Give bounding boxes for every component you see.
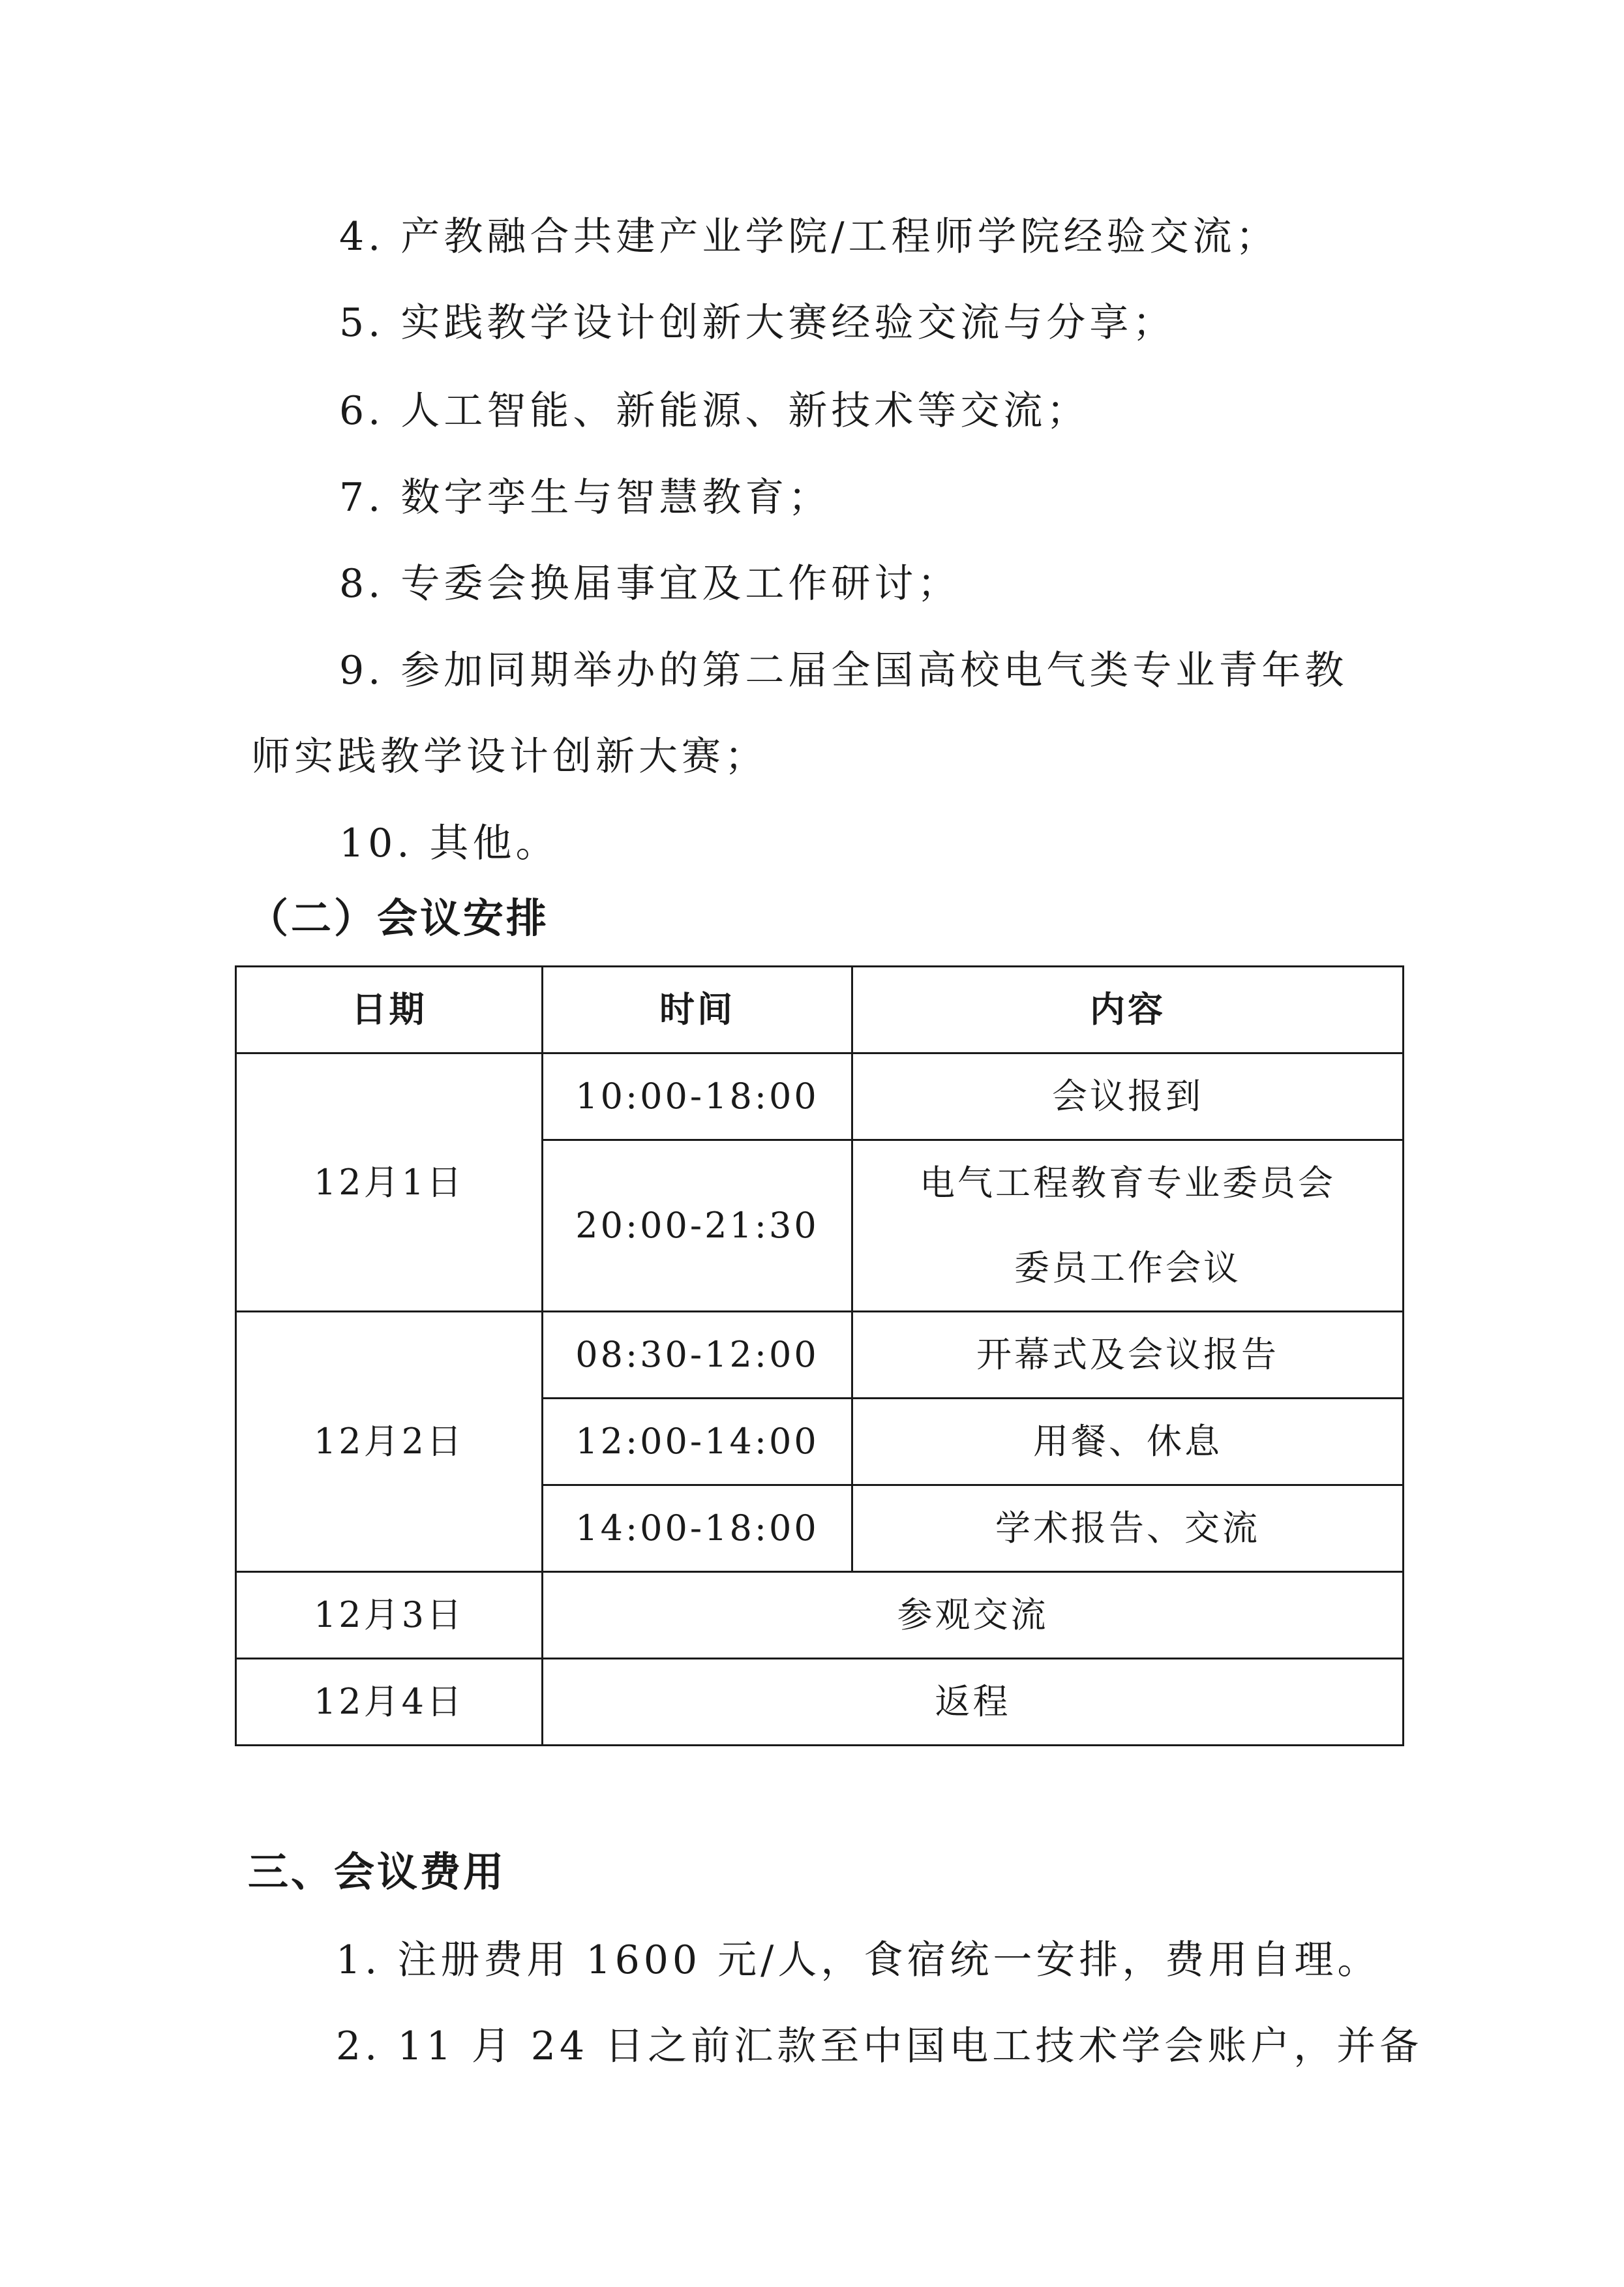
schedule-table <box>235 965 1404 1746</box>
list-item-9: 9. 参加同期举办的第二届全国高校电气类专业青年教 <box>339 648 1348 693</box>
header-date: 日期 <box>236 967 543 1053</box>
fee-item-1: 1. 注册费用 1600 元/人，食宿统一安排，费用自理。 <box>336 1937 1381 1983</box>
content-cell: 学术报告、交流 <box>852 1485 1404 1572</box>
list-item-6: 6. 人工智能、新能源、新技术等交流； <box>339 388 1090 434</box>
time-cell: 08:30-12:00 <box>543 1312 852 1399</box>
content-cell: 返程 <box>543 1659 1404 1746</box>
date-cell: 12月1日 <box>236 1053 543 1312</box>
content-line: 委员工作会议 <box>1014 1247 1241 1288</box>
content-line: 电气工程教育专业委员会 <box>920 1162 1336 1204</box>
time-cell: 14:00-18:00 <box>543 1485 852 1572</box>
section-heading-fees: 三、会议费用 <box>248 1848 507 1896</box>
content-cell: 开幕式及会议报告 <box>852 1312 1404 1399</box>
date-cell: 12月3日 <box>236 1572 543 1659</box>
time-cell: 12:00-14:00 <box>543 1399 852 1485</box>
date-cell: 12月4日 <box>236 1659 543 1746</box>
table-row <box>236 1312 1404 1399</box>
table-row <box>236 1572 1404 1659</box>
content-cell: 用餐、休息 <box>852 1399 1404 1485</box>
fee-item-2: 2. 11 月 24 日之前汇款至中国电工技术学会账户，并备 <box>336 2023 1423 2069</box>
list-item-5: 5. 实践教学设计创新大赛经验交流与分享； <box>339 300 1176 346</box>
table-row <box>236 1053 1404 1140</box>
table-row <box>236 1659 1404 1746</box>
list-item-7: 7. 数字孪生与智慧教育； <box>339 475 832 521</box>
list-item-4: 4. 产教融合共建产业学院/工程师学院经验交流； <box>339 214 1279 260</box>
table-header-row <box>236 967 1404 1053</box>
content-cell: 会议报到 <box>852 1053 1404 1140</box>
list-item-9-continued: 师实践教学设计创新大赛； <box>251 734 768 780</box>
list-item-8: 8. 专委会换届事宜及工作研讨； <box>339 561 961 607</box>
content-cell <box>852 1140 1404 1312</box>
header-time: 时间 <box>543 967 852 1053</box>
section-heading-schedule: （二）会议安排 <box>248 894 550 942</box>
time-cell: 10:00-18:00 <box>543 1053 852 1140</box>
header-content: 内容 <box>852 967 1404 1053</box>
time-cell: 20:00-21:30 <box>543 1140 852 1312</box>
date-cell: 12月2日 <box>236 1312 543 1572</box>
list-item-10: 10. 其他。 <box>339 821 559 866</box>
content-cell: 参观交流 <box>543 1572 1404 1659</box>
